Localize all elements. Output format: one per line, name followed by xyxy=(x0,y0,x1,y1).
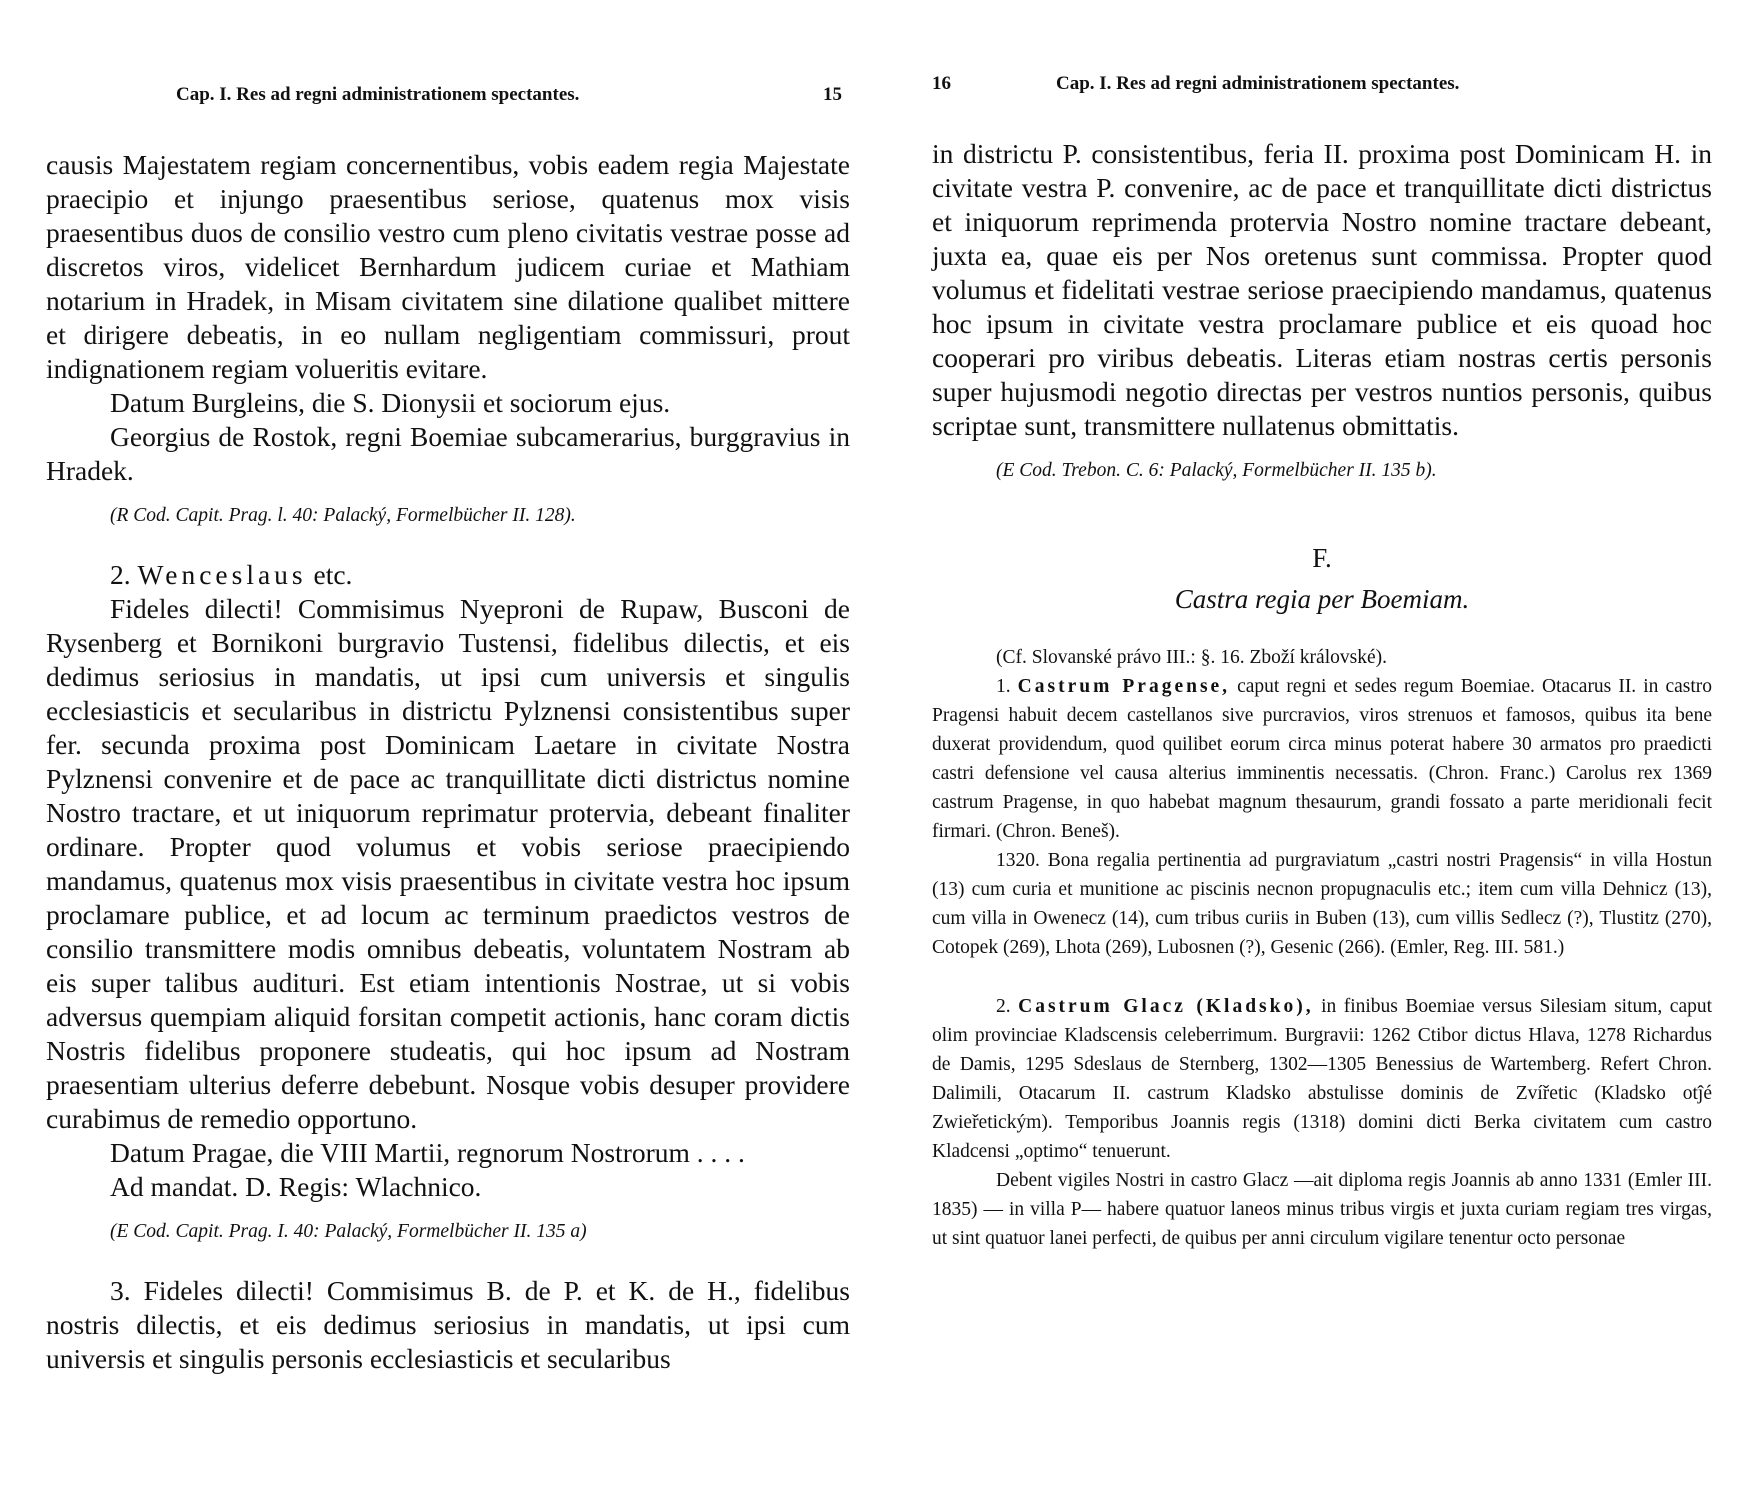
page-number: 16 xyxy=(932,73,951,94)
castle-entry xyxy=(932,672,1712,846)
section-letter: F. xyxy=(1312,543,1332,573)
document-2 xyxy=(46,558,850,1204)
header-title: Cap. I. Res ad regni administrationem spectantes. xyxy=(176,84,580,105)
page-number: 15 xyxy=(823,84,842,105)
running-head xyxy=(46,84,850,106)
entry-text: caput regni et sedes regum Boemiae. Otacarus II. in castro Pragensi habuit decem castellanos sive purcravios, viros strenuos et famosos, quibus ita bene duxerat providendum, quod quilibet eorum circa minus poterat habere 30 armatos pro praedicti castri defensione vel causa alterius imminentis necessatis. (Chron. Franc.) Carolus rex 1369 castrum Pragense, in quo habebat magnum thesaurum, grandi fossato a parte meridionali fecit firmari. (Chron. Beneš). xyxy=(932,676,1712,842)
castle-name: Castrum Glacz (Kladsko), xyxy=(1018,996,1314,1017)
paragraph: Fideles dilecti! Commisimus Nyeproni de Rupaw, Busconi de Rysenberg et Bornikoni burgravio Tustensi, fidelibus dilectis, et eis dedimus seriosius in mandatis, ut ipsi cum universis et singulis ecclesiasticis et secularibus in districtu Pylznensi consistentibus super fer. secunda proxima post Dominicam Laetare in civitate Nostra Pylznensi convenire et de pace ac tranquillitate dicti districtus nomine Nostro tractare, et ut iniquorum reprimatur protervia, debeant finaliter ordinare. Propter quod volumus et vobis seriose praecipiendo mandamus, quatenus mox visis praesentibus in civitate vestra hoc ipsum proclamare publice, et ad locum ac terminum praedictos vestros de consilio transmittere modis omnibus debeatis, voluntatem Nostram ab eis super talibus audituri. Est etiam intentionis Nostrae, ut si vobis adversus quempiam aliquid forsitan competit actionis, hanc coram dictis Nostris fidelibus proponere studeatis, qui hoc ipsum ad Nostram praesentiam ulterius deferre debebunt. Nosque vobis desuper providere curabimus de remedio opportuno. xyxy=(46,593,850,1134)
running-head xyxy=(932,73,1712,95)
datum-line: Datum Pragae, die VIII Martii, regnorum Nostrorum . . . . xyxy=(110,1137,745,1168)
paragraph: Debent vigiles Nostri in castro Glacz —ait diploma regis Joannis ab anno 1331 (Emler III. 1835) — in villa P— habere quatuor laneos minus tribus virgis et juxta curiam regiam tres virgas, ut sint quatuor lanei perfecti, de quibus per anni circulum vigilare tenentur octo personae xyxy=(932,1170,1712,1249)
paragraph: 3. Fideles dilecti! Commisimus B. de P. et K. de H., fidelibus nostris dilectis, et eis dedimus seriosius in mandatis, ut ipsi cum universis et singulis personis ecclesiasticis et secularibus xyxy=(46,1275,850,1374)
cf-note: (Cf. Slovanské právo III.: §. 16. Zboží královské). xyxy=(996,647,1387,668)
paragraph: causis Majestatem regiam concernentibus, vobis eadem regia Majestate praecipio et injungo praesentibus seriose, quatenus mox visis praesentibus duos de consilio vestro cum pleno civitatis vestrae posse ad discretos viros, videlicet Bernhardum judicem curiae et Mathiam notarium in Hradek, in Misam civitatem sine dilatione qualibet mittere et dirigere debeatis, in eo nullam negligentiam commissuri, prout indignationem regiam volueritis evitare. xyxy=(46,149,850,384)
right-page xyxy=(876,0,1752,1500)
source-citation: (E Cod. Capit. Prag. I. 40: Palacký, Formelbücher II. 135 a) xyxy=(110,1221,587,1242)
paragraph: in districtu P. consistentibus, feria II. proxima post Dominicam H. in civitate vestra P. convenire, ac de pace et tranquillitate dicti districtus et iniquorum reprimenda protervia Nostro nomine tractare debeant, juxta ea, quae eis per Nos oretenus sunt commissa. Propter quod volumus et fidelitati vestrae seriose praecipiendo mandamus, quatenus hoc ipsum in civitate vestra proclamare publice et eis quoad hoc cooperari pro viribus debeatis. Literas etiam nostras certis personis super hujusmodi negotio directas per vestros nuntios personis, quibus scriptae sunt, transmittere nullatenus obmittatis. xyxy=(932,138,1712,441)
document-number: 2. xyxy=(110,559,131,590)
document-3 xyxy=(46,1274,850,1376)
etc-word: etc. xyxy=(313,559,353,590)
source-citation: (R Cod. Capit. Prag. l. 40: Palacký, Formelbücher II. 128). xyxy=(110,505,576,526)
castle-entry xyxy=(932,992,1712,1166)
signature-line: Ad mandat. D. Regis: Wlachnico. xyxy=(110,1171,482,1202)
document-heading xyxy=(46,558,850,592)
sender-name: Wenceslaus xyxy=(137,559,307,590)
section-title: Castra regia per Boemiam. xyxy=(1174,584,1470,614)
source-citation: (E Cod. Trebon. C. 6: Palacký, Formelbücher II. 135 b). xyxy=(996,460,1437,481)
document-1-continuation xyxy=(46,148,850,488)
paragraph: 1320. Bona regalia pertinentia ad purgraviatum „castri nostri Pragensis“ in villa Hostun (13) cum curia et munitione ac piscinis necnon propugnaculis etc.; item cum villa Dehnicz (13), cum villa in Owenecz (14), cum tribus curiis in Buben (13), cum villis Sedlecz (?), Tlustitz (270), Cotopek (269), Lhota (269), Lubosnen (?), Gesenic (266). (Emler, Reg. III. 581.) xyxy=(932,850,1712,958)
entry-number: 1. xyxy=(996,676,1011,697)
entry-text: in finibus Boemiae versus Silesiam situm, caput olim provinciae Kladscensis celeberrimum. Burgravii: 1262 Ctibor dictus Hlava, 1278 Richardus de Damis, 1295 Sdeslaus de Sternberg, 1302—1305 Benessius de Wartemberg. Refert Chron. Dalimili, Otacarum II. castrum Kladsko abstulisse dominis de Zvířetic (Kladsko otĵé Zwieřetickým). Temporibus Joannis regis (1318) domini dicti Berka civitatem cum castro Kladcensi „optimo“ tenuerunt. xyxy=(932,996,1713,1162)
entry-number: 2. xyxy=(996,996,1011,1017)
document-3-continuation xyxy=(932,137,1712,443)
castle-name: Castrum Pragense, xyxy=(1017,676,1231,697)
header-title: Cap. I. Res ad regni administrationem spectantes. xyxy=(1056,73,1460,94)
section-body xyxy=(932,643,1712,1253)
datum-line: Datum Burgleins, die S. Dionysii et sociorum ejus. xyxy=(110,387,671,418)
signature-line: Georgius de Rostok, regni Boemiae subcamerarius, burggravius in Hradek. xyxy=(46,421,850,486)
